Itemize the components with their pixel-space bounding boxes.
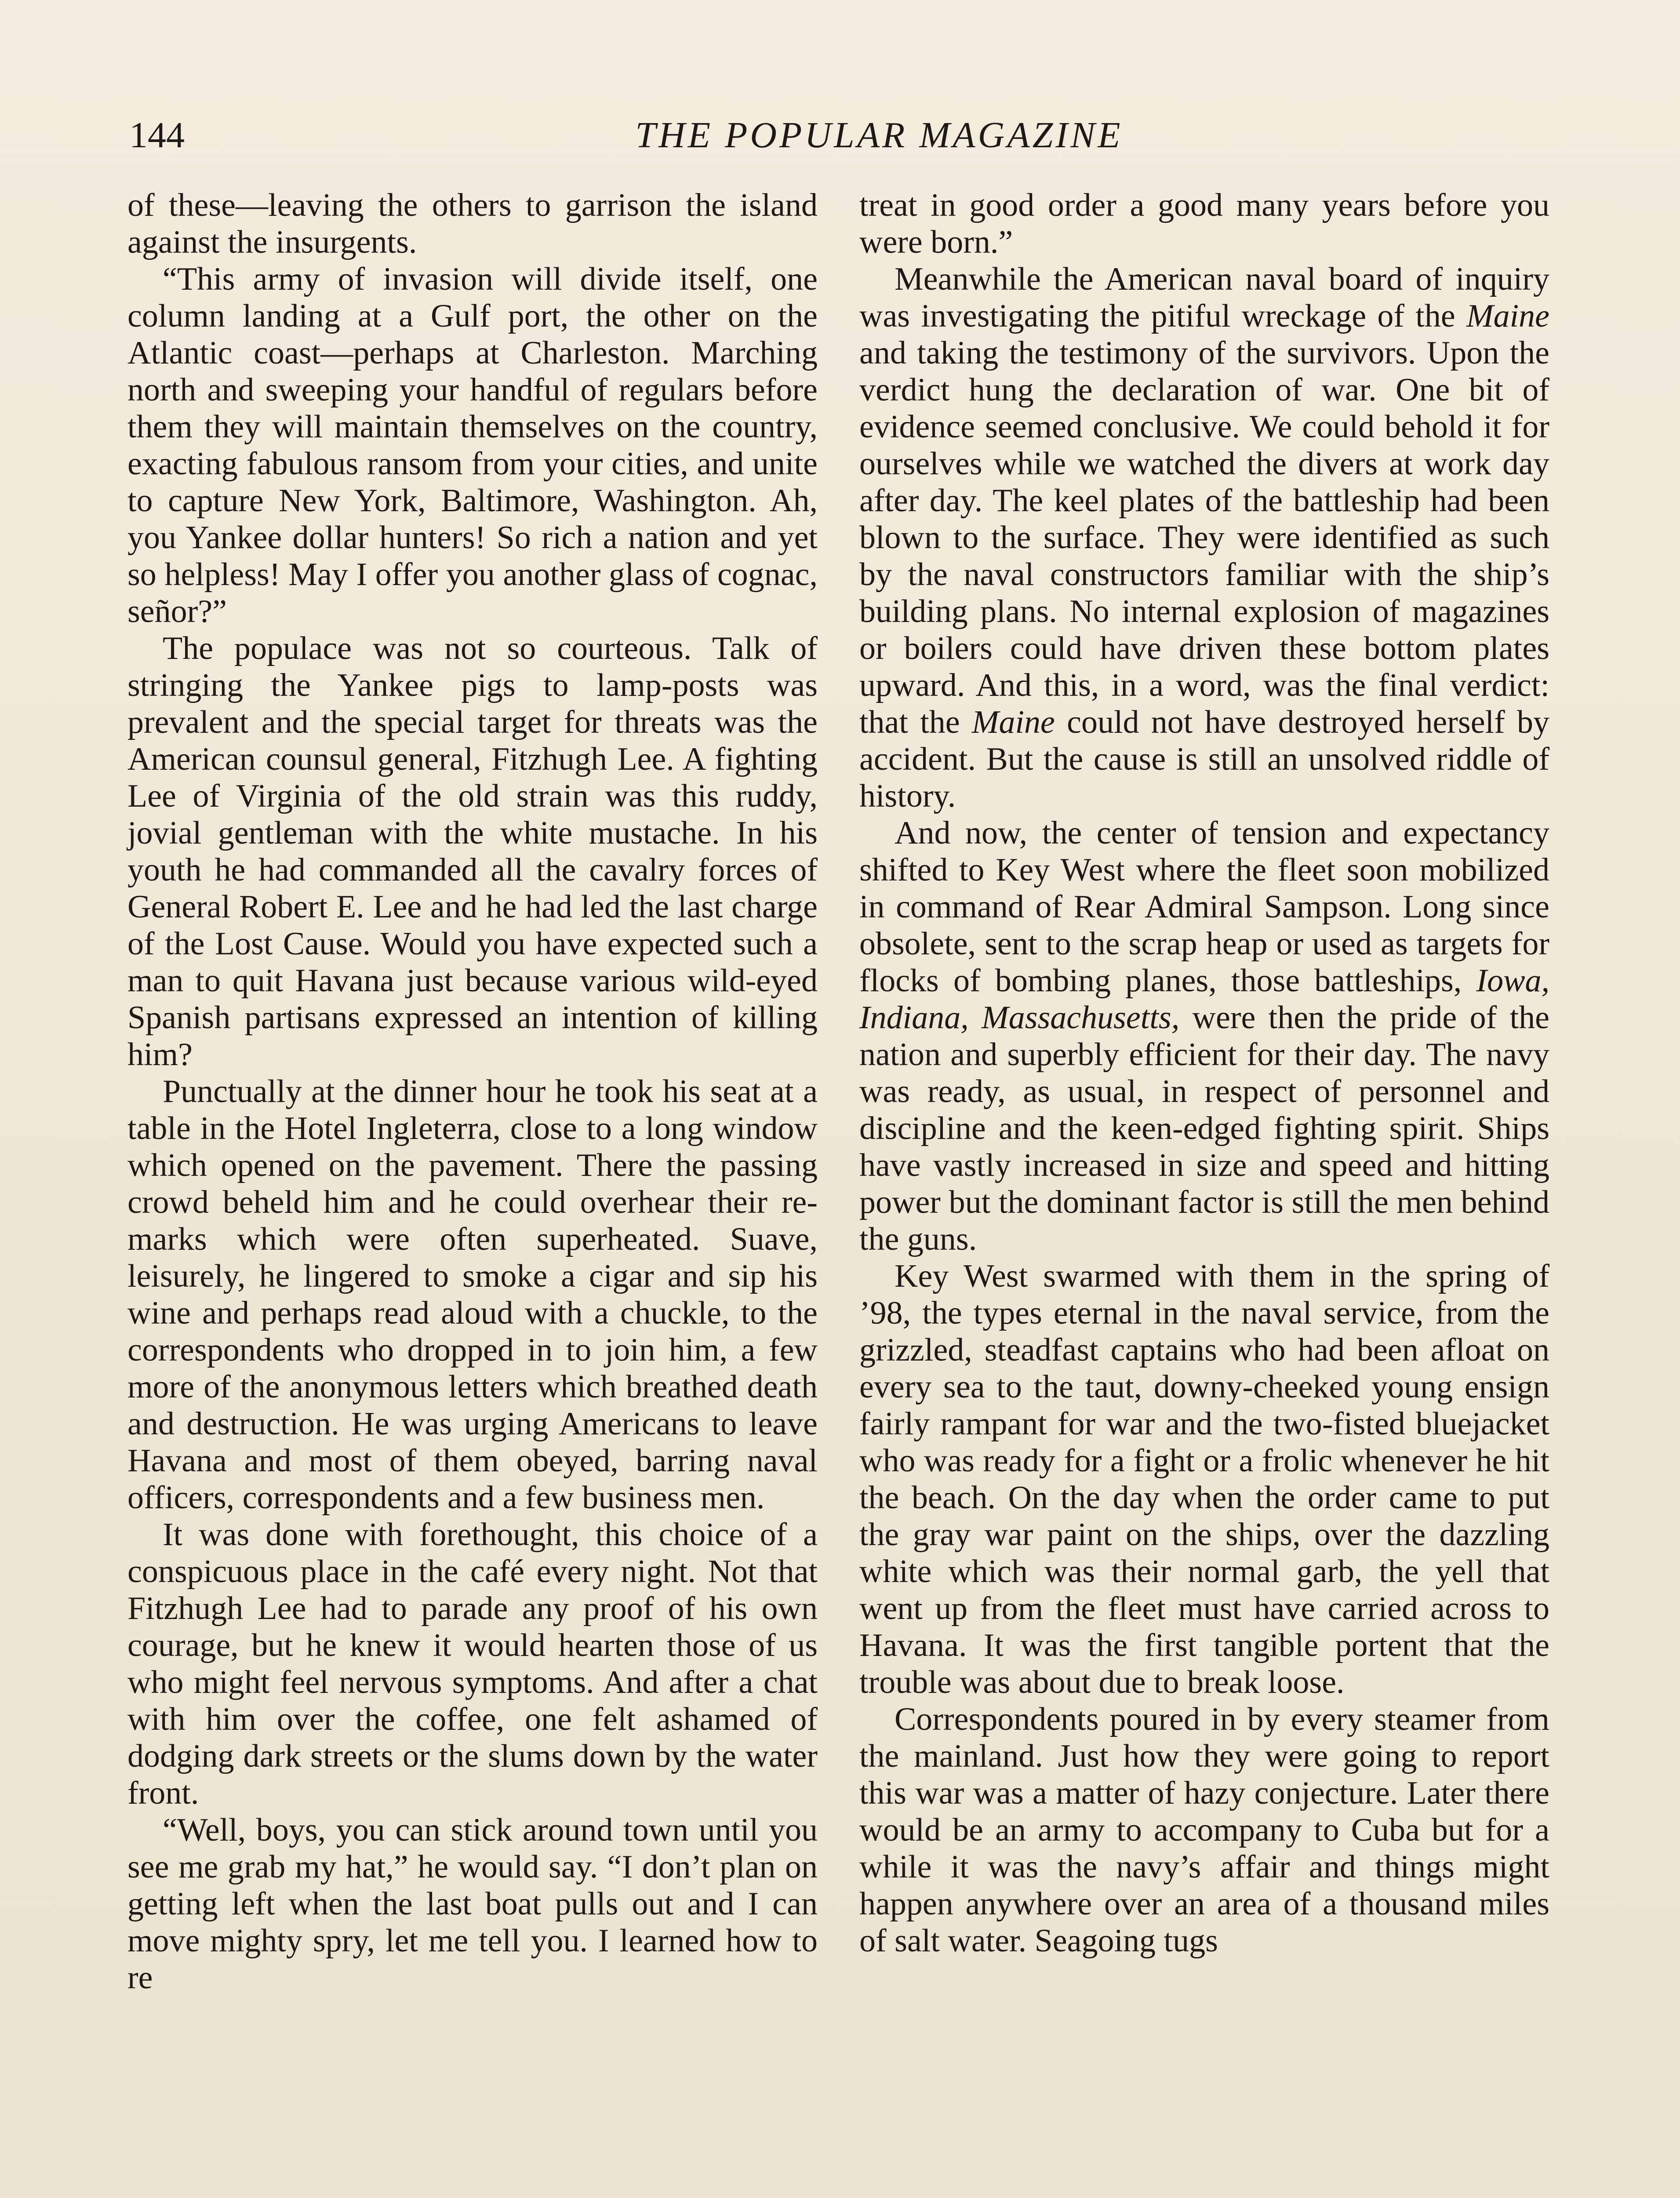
ship-names: Iowa, Indiana, Massachusetts, — [859, 963, 1549, 1036]
text-run: could not have destroyed herself by accident. But the cause is still an unsolved riddle of history. — [859, 704, 1549, 814]
paragraph: Punctually at the dinner hour he took his seat at a table in the Hotel Ingleterra, close to a long window which opened on the pavement. There the passing crowd beheld him and he could overhear their remarks which were often superheated. Suave, leisurely, he lingered to smoke a cigar and sip his wine and perhaps read aloud with a chuckle, to the correspondents who dropped in to join him, a few more of the anonymous letters which breathed death and destruction. He was urging Americans to leave Havana and most of them obeyed, barring naval officers, correspondents and a few business men. — [127, 1074, 818, 1516]
paragraph: Key West swarmed with them in the spring of ’98, the types eternal in the naval service, from the grizzled, steadfast captains who had been afloat on every sea to the taut, downy-cheeked young ensign fairly rampant for war and the two-fisted bluejacket who was ready for a fight or a frolic whenever he hit the beach. On the day when the order came to put the gray war paint on the ships, over the dazzling white which was their normal garb, the yell that went up from the fleet must have carried across to Havana. It was the first tangible portent that the trouble was about due to break loose. — [859, 1258, 1549, 1700]
text-run: and taking the testimony of the survivors. Upon the verdict hung the declaration of war. One bit of evidence seemed conclusive. We could behold it for ourselves while we watched the divers at work day after day. The keel plates of the battleship had been blown to the surface. They were identified as such by the naval constructors familiar with the ship’s building plans. No internal explosion of magazines or boilers could have driven these bottom plates upward. And this, in a word, was the final verdict: that the — [859, 335, 1549, 740]
paragraph — [859, 261, 1549, 815]
left-column — [127, 187, 818, 1996]
paragraph: treat in good order a good many years before you were born.” — [859, 187, 1549, 260]
paragraph: “This army of invasion will divide itself, one column landing at a Gulf port, the other on the Atlantic coast—perhaps at Charleston. Marching north and sweeping your handful of regulars before them they will maintain themselves on the country, exacting fabulous ransom from your cities, and unite to capture New York, Baltimore, Washington. Ah, you Yankee dollar hunters! So rich a nation and yet so helpless! May I offer you another glass of cognac, señor?” — [127, 261, 818, 630]
text-run: Meanwhile the American naval board of inquiry was investigating the pitiful wreckage of the — [859, 261, 1549, 334]
page-header — [0, 109, 1680, 162]
right-column — [859, 187, 1549, 1959]
paragraph: Correspondents poured in by every steamer from the mainland. Just how they were going to report this war was a matter of hazy conjecture. Later there would be an army to accompany to Cuba but for a while it was the navy’s affair and things might happen anywhere over an area of a thousand miles of salt water. Seagoing tugs — [859, 1701, 1549, 1959]
text-run: were then the pride of the nation and superbly efficient for their day. The navy was ready, as usual, in respect of personnel and discipline and the keen-edged fighting spirit. Ships have vastly increased in size and speed and hitting power but the dominant factor is still the men behind the guns. — [859, 1000, 1549, 1257]
paragraph — [859, 815, 1549, 1258]
ship-name: Maine — [1466, 298, 1549, 334]
paragraph: The populace was not so courteous. Talk of stringing the Yankee pigs to lamp-posts was prevalent and the special target for threats was the American counsul general, Fitzhugh Lee. A fighting Lee of Virginia of the old strain was this ruddy, jovial gentleman with the white mustache. In his youth he had commanded all the cavalry forces of General Robert E. Lee and he had led the last charge of the Lost Cause. Would you have expected such a man to quit Havana just because various wild-eyed Spanish partisans expressed an intention of killing him? — [127, 630, 818, 1073]
running-head: THE POPULAR MAGAZINE — [635, 115, 1123, 156]
text-run: And now, the center of tension and expectancy shifted to Key West where the fleet soon mobilized in command of Rear Admiral Sampson. Long since obsolete, sent to the scrap heap or used as targets for flocks of bombing planes, those battleships, — [859, 815, 1549, 999]
page-number: 144 — [129, 115, 185, 156]
ship-name: Maine — [971, 704, 1055, 740]
paragraph: of these—leaving the others to garrison the island against the insurgents. — [127, 187, 818, 260]
paragraph: It was done with forethought, this choice of a conspicuous place in the café every night. Not that Fitzhugh Lee had to parade any proof of his own courage, but he knew it would hearten those of us who might feel nervous symptoms. And after a chat with him over the coffee, one felt ashamed of dodging dark streets or the slums down by the water front. — [127, 1517, 818, 1811]
paragraph: “Well, boys, you can stick around town until you see me grab my hat,” he would say. “I don’t plan on getting left when the last boat pulls out and I can move mighty spry, let me tell you. I learned how to re — [127, 1812, 818, 1996]
